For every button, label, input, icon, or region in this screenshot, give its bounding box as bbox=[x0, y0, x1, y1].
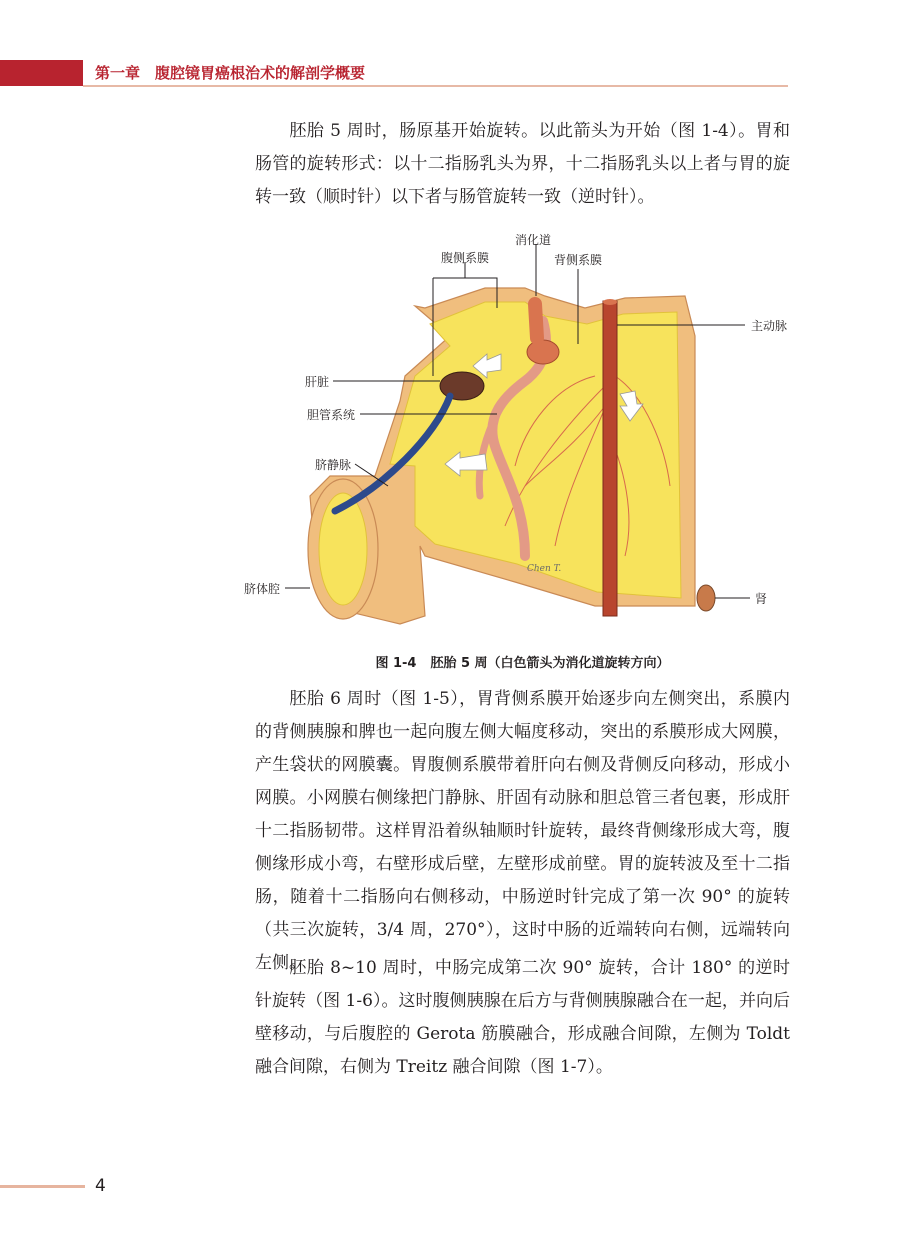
body-paragraph-1 bbox=[255, 115, 790, 214]
embryo-figure bbox=[225, 226, 795, 646]
paragraph-text: 胚胎 8~10 周时，中肠完成第二次 90° 旋转，合计 180° 的逆时针旋转（图 1-6）。这时腹侧胰腺在后方与背侧胰腺融合在一起，并向后壁移动，与后腹腔的 Gerota 筋膜融合，形成融合间隙，左侧为 Toldt 融合间隙，右侧为 Treitz 融合间隙（图 1-7）。 bbox=[255, 958, 790, 1077]
label-umbilical-coelom: 脐体腔 bbox=[243, 582, 280, 596]
footer-bar bbox=[0, 1185, 85, 1188]
embryo-illustration bbox=[225, 226, 795, 646]
caption-number: 图 1-4 bbox=[375, 656, 417, 671]
artist-signature: Chen T. bbox=[527, 564, 562, 574]
label-dorsal-mesentery: 背侧系膜 bbox=[553, 253, 603, 267]
figure-caption bbox=[255, 652, 790, 671]
stomach-bud bbox=[527, 340, 559, 364]
label-ventral-mesentery: 腹侧系膜 bbox=[440, 251, 490, 265]
label-aorta: 主动脉 bbox=[751, 319, 788, 333]
label-liver: 肝脏 bbox=[304, 375, 329, 389]
chapter-header-bar bbox=[0, 60, 83, 86]
aorta-top bbox=[603, 299, 617, 305]
header-divider bbox=[83, 85, 788, 87]
body-paragraph-2 bbox=[255, 683, 790, 980]
body-paragraph-3 bbox=[255, 952, 790, 1084]
caption-text: 胚胎 5 周（白色箭头为消化道旋转方向） bbox=[430, 656, 670, 671]
chapter-title: 第一章 腹腔镜胃癌根治术的解剖学概要 bbox=[95, 64, 366, 82]
paragraph-text: 胚胎 5 周时，肠原基开始旋转。以此箭头为开始（图 1-4）。胃和肠管的旋转形式：以十二指肠乳头为界，十二指肠乳头以上者与胃的旋转一致（顺时针）以下者与肠管旋转一致（逆时针）。 bbox=[255, 121, 790, 207]
esophagus bbox=[535, 304, 537, 338]
paragraph-text: 胚胎 6 周时（图 1-5），胃背侧系膜开始逐步向左侧突出，系膜内的背侧胰腺和脾也一起向腹左侧大幅度移动，突出的系膜形成大网膜，产生袋状的网膜囊。胃腹侧系膜带着肝向右侧及背侧反向移动，形成小网膜。小网膜右侧缘把门静脉、肝固有动脉和胆总管三者包裹，形成肝十二指肠韧带。这样胃沿着纵轴顺时针旋转，最终背侧缘形成大弯，腹侧缘形成小弯，右壁形成后壁，左壁形成前壁。胃的旋转波及至十二指肠，随着十二指肠向右侧移动，中肠逆时针完成了第一次 90° 的旋转（共三次旋转，3/4 周，270°），这时中肠的近端转向右侧，远端转向左侧。 bbox=[255, 689, 790, 973]
label-digestive-tract: 消化道 bbox=[514, 233, 552, 247]
label-kidney: 肾 bbox=[755, 592, 768, 606]
label-umbilical-vein: 脐静脉 bbox=[314, 458, 351, 472]
page-number: 4 bbox=[95, 1176, 106, 1196]
kidney-shape bbox=[697, 585, 715, 611]
aorta-vessel bbox=[603, 301, 617, 616]
label-biliary-system: 胆管系统 bbox=[306, 408, 355, 422]
